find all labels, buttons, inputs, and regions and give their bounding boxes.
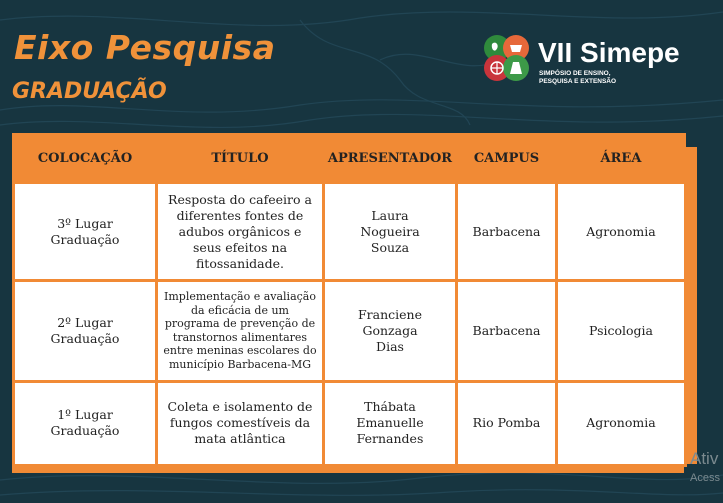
logo-name: VII Simepe (538, 37, 680, 68)
logo-tagline-line2: PESQUISA E EXTENSÃO (539, 78, 617, 85)
cell-presenter: Laura Nogueira Souza (324, 184, 457, 281)
table-header-row (14, 133, 686, 184)
column-header-area: ÁREA (557, 133, 686, 184)
column-header-placement: COLOCAÇÃO (14, 133, 157, 184)
cell-presenter: Franciene Gonzaga Dias (324, 281, 457, 382)
logo-tagline (539, 70, 649, 86)
table-row (14, 184, 686, 281)
cell-campus: Barbacena (457, 281, 557, 382)
activate-windows-watermark: Ativ (690, 449, 719, 468)
cell-title: Coleta e isolamento de fungos comestíveis da mata atlântica (157, 381, 324, 465)
page-title: Eixo Pesquisa (14, 28, 276, 67)
cell-placement: 1º Lugar Graduação (14, 381, 157, 465)
table-row (14, 381, 686, 465)
cell-title: Implementação e avaliação da eficácia de um programa de prevenção de transtornos alimentares entre meninas escolares do município Barbacena-MG (157, 281, 324, 382)
column-header-campus: CAMPUS (457, 133, 557, 184)
column-header-title: TÍTULO (157, 133, 324, 184)
cell-presenter: Thábata Emanuelle Fernandes (324, 381, 457, 465)
cell-placement: 2º Lugar Graduação (14, 281, 157, 382)
page-subtitle: GRADUAÇÃO (12, 79, 167, 104)
cell-area: Agronomia (557, 381, 686, 465)
cell-area: Agronomia (557, 184, 686, 281)
cell-campus: Rio Pomba (457, 381, 557, 465)
cell-placement: 3º Lugar Graduação (14, 184, 157, 281)
column-header-presenter: APRESENTADOR (324, 133, 457, 184)
table-row (14, 281, 686, 382)
logo-tagline-line1: SIMPÓSIO DE ENSINO, (539, 70, 611, 77)
cell-area: Psicologia (557, 281, 686, 382)
activate-windows-watermark-sub: Acess (690, 472, 720, 484)
cell-title: Resposta do cafeeiro a diferentes fontes de adubos orgânicos e seus efeitos na fitossanidade. (157, 184, 324, 281)
cell-campus: Barbacena (457, 184, 557, 281)
results-table (12, 133, 687, 467)
